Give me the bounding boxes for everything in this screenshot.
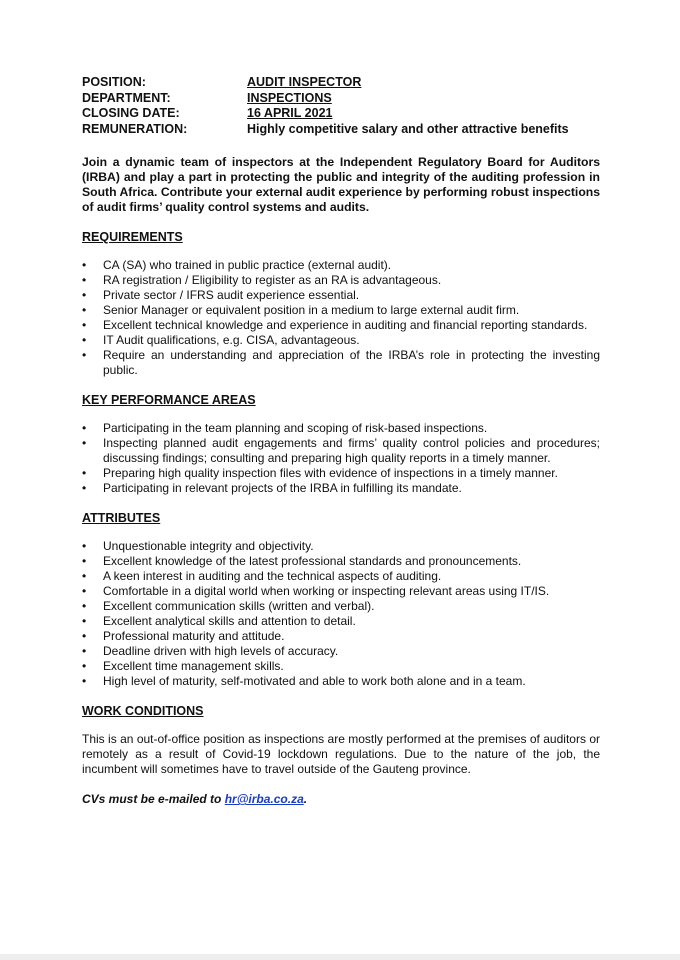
cv-instruction bbox=[82, 792, 600, 807]
work-conditions-heading: WORK CONDITIONS bbox=[82, 704, 204, 718]
list-item bbox=[82, 644, 600, 659]
bullet-icon: • bbox=[82, 288, 87, 302]
list-item bbox=[82, 599, 600, 614]
cv-prefix: CVs must be e-mailed to bbox=[82, 792, 225, 806]
job-advert bbox=[82, 75, 600, 807]
list-item bbox=[82, 584, 600, 599]
list-item-text: Deadline driven with high levels of accuracy. bbox=[103, 644, 339, 658]
bullet-icon: • bbox=[82, 258, 87, 272]
list-item-text: Excellent technical knowledge and experience in auditing and financial reporting standards. bbox=[103, 318, 588, 332]
bullet-icon: • bbox=[82, 481, 87, 495]
list-item-text: A keen interest in auditing and the technical aspects of auditing. bbox=[103, 569, 442, 583]
list-item-text: Private sector / IFRS audit experience essential. bbox=[103, 288, 360, 302]
list-item bbox=[82, 481, 600, 496]
bullet-icon: • bbox=[82, 436, 87, 450]
list-item bbox=[82, 348, 600, 378]
list-item-text: CA (SA) who trained in public practice (external audit). bbox=[103, 258, 392, 272]
remuneration-label: REMUNERATION: bbox=[82, 121, 188, 136]
bullet-icon: • bbox=[82, 421, 87, 435]
list-item-text: Comfortable in a digital world when working or inspecting relevant areas using IT/IS. bbox=[103, 584, 550, 598]
list-item bbox=[82, 674, 600, 689]
department-label: DEPARTMENT: bbox=[82, 90, 171, 105]
list-item-text: Require an understanding and appreciation of the IRBA’s role in protecting the investing public. bbox=[103, 348, 600, 377]
list-item-text: Participating in relevant projects of the IRBA in fulfilling its mandate. bbox=[103, 481, 462, 495]
kpa-list bbox=[82, 421, 600, 496]
cv-suffix: . bbox=[303, 792, 308, 806]
work-conditions-text: This is an out-of-office position as inspections are mostly performed at the premises of auditors or remotely as a result of Covid-19 lockdown regulations. Due to the nature of the job, the incumbent will sometimes have to travel outside of the Gauteng province. bbox=[82, 732, 600, 776]
department-value: INSPECTIONS bbox=[247, 90, 332, 105]
bullet-icon: • bbox=[82, 333, 87, 347]
bullet-icon: • bbox=[82, 303, 87, 317]
email-link[interactable]: hr@irba.co.za bbox=[224, 792, 304, 806]
bullet-icon: • bbox=[82, 539, 87, 553]
intro-paragraph: Join a dynamic team of inspectors at the Independent Regulatory Board for Auditors (IRBA) and play a part in protecting the public and integrity of the auditing profession in South Africa. Contribute your external audit experience by performing robust inspections of audit firms’ quality control systems and audits. bbox=[82, 155, 600, 214]
list-item-text: Professional maturity and attitude. bbox=[103, 629, 285, 643]
bullet-icon: • bbox=[82, 466, 87, 480]
requirements-list bbox=[82, 258, 600, 378]
bullet-icon: • bbox=[82, 569, 87, 583]
closing-date-value: 16 APRIL 2021 bbox=[247, 106, 333, 120]
list-item bbox=[82, 629, 600, 644]
bullet-icon: • bbox=[82, 584, 87, 598]
list-item-text: Participating in the team planning and scoping of risk-based inspections. bbox=[103, 421, 488, 435]
attributes-heading: ATTRIBUTES bbox=[82, 511, 161, 525]
list-item bbox=[82, 318, 600, 333]
bullet-icon: • bbox=[82, 318, 87, 332]
list-item bbox=[82, 288, 600, 303]
list-item bbox=[82, 258, 600, 273]
bullet-icon: • bbox=[82, 599, 87, 613]
list-item bbox=[82, 659, 600, 674]
list-item-text: Unquestionable integrity and objectivity. bbox=[103, 539, 314, 553]
requirements-heading: REQUIREMENTS bbox=[82, 230, 183, 244]
list-item bbox=[82, 333, 600, 348]
list-item-text: Inspecting planned audit engagements and firms’ quality control policies and procedures; discussing findings; consulting and preparing high quality reports in a timely manner. bbox=[103, 436, 600, 465]
list-item-text: Preparing high quality inspection files with evidence of inspections in a timely manner. bbox=[103, 466, 558, 480]
remuneration-value: Highly competitive salary and other attractive benefits bbox=[247, 121, 569, 136]
list-item bbox=[82, 569, 600, 584]
page-bottom-strip bbox=[0, 954, 680, 960]
list-item bbox=[82, 539, 600, 554]
list-item bbox=[82, 421, 600, 436]
bullet-icon: • bbox=[82, 629, 87, 643]
list-item bbox=[82, 614, 600, 629]
bullet-icon: • bbox=[82, 644, 87, 658]
attributes-list bbox=[82, 539, 600, 689]
position-label: POSITION: bbox=[82, 75, 146, 89]
job-meta bbox=[82, 75, 600, 137]
bullet-icon: • bbox=[82, 674, 87, 688]
list-item bbox=[82, 554, 600, 569]
bullet-icon: • bbox=[82, 348, 87, 362]
list-item-text: Senior Manager or equivalent position in a medium to large external audit firm. bbox=[103, 303, 520, 317]
position-value: AUDIT INSPECTOR bbox=[247, 75, 362, 89]
bullet-icon: • bbox=[82, 614, 87, 628]
list-item-text: IT Audit qualifications, e.g. CISA, advantageous. bbox=[103, 333, 360, 347]
list-item-text: Excellent communication skills (written and verbal). bbox=[103, 599, 375, 613]
list-item-text: Excellent knowledge of the latest professional standards and pronouncements. bbox=[103, 554, 522, 568]
kpa-heading: KEY PERFORMANCE AREAS bbox=[82, 393, 256, 407]
closing-date-label: CLOSING DATE: bbox=[82, 106, 180, 120]
list-item bbox=[82, 436, 600, 466]
list-item-text: High level of maturity, self-motivated and able to work both alone and in a team. bbox=[103, 674, 526, 688]
bullet-icon: • bbox=[82, 554, 87, 568]
list-item bbox=[82, 466, 600, 481]
bullet-icon: • bbox=[82, 659, 87, 673]
list-item bbox=[82, 303, 600, 318]
bullet-icon: • bbox=[82, 273, 87, 287]
list-item-text: Excellent time management skills. bbox=[103, 659, 284, 673]
list-item bbox=[82, 273, 600, 288]
list-item-text: RA registration / Eligibility to register as an RA is advantageous. bbox=[103, 273, 442, 287]
list-item-text: Excellent analytical skills and attention to detail. bbox=[103, 614, 356, 628]
